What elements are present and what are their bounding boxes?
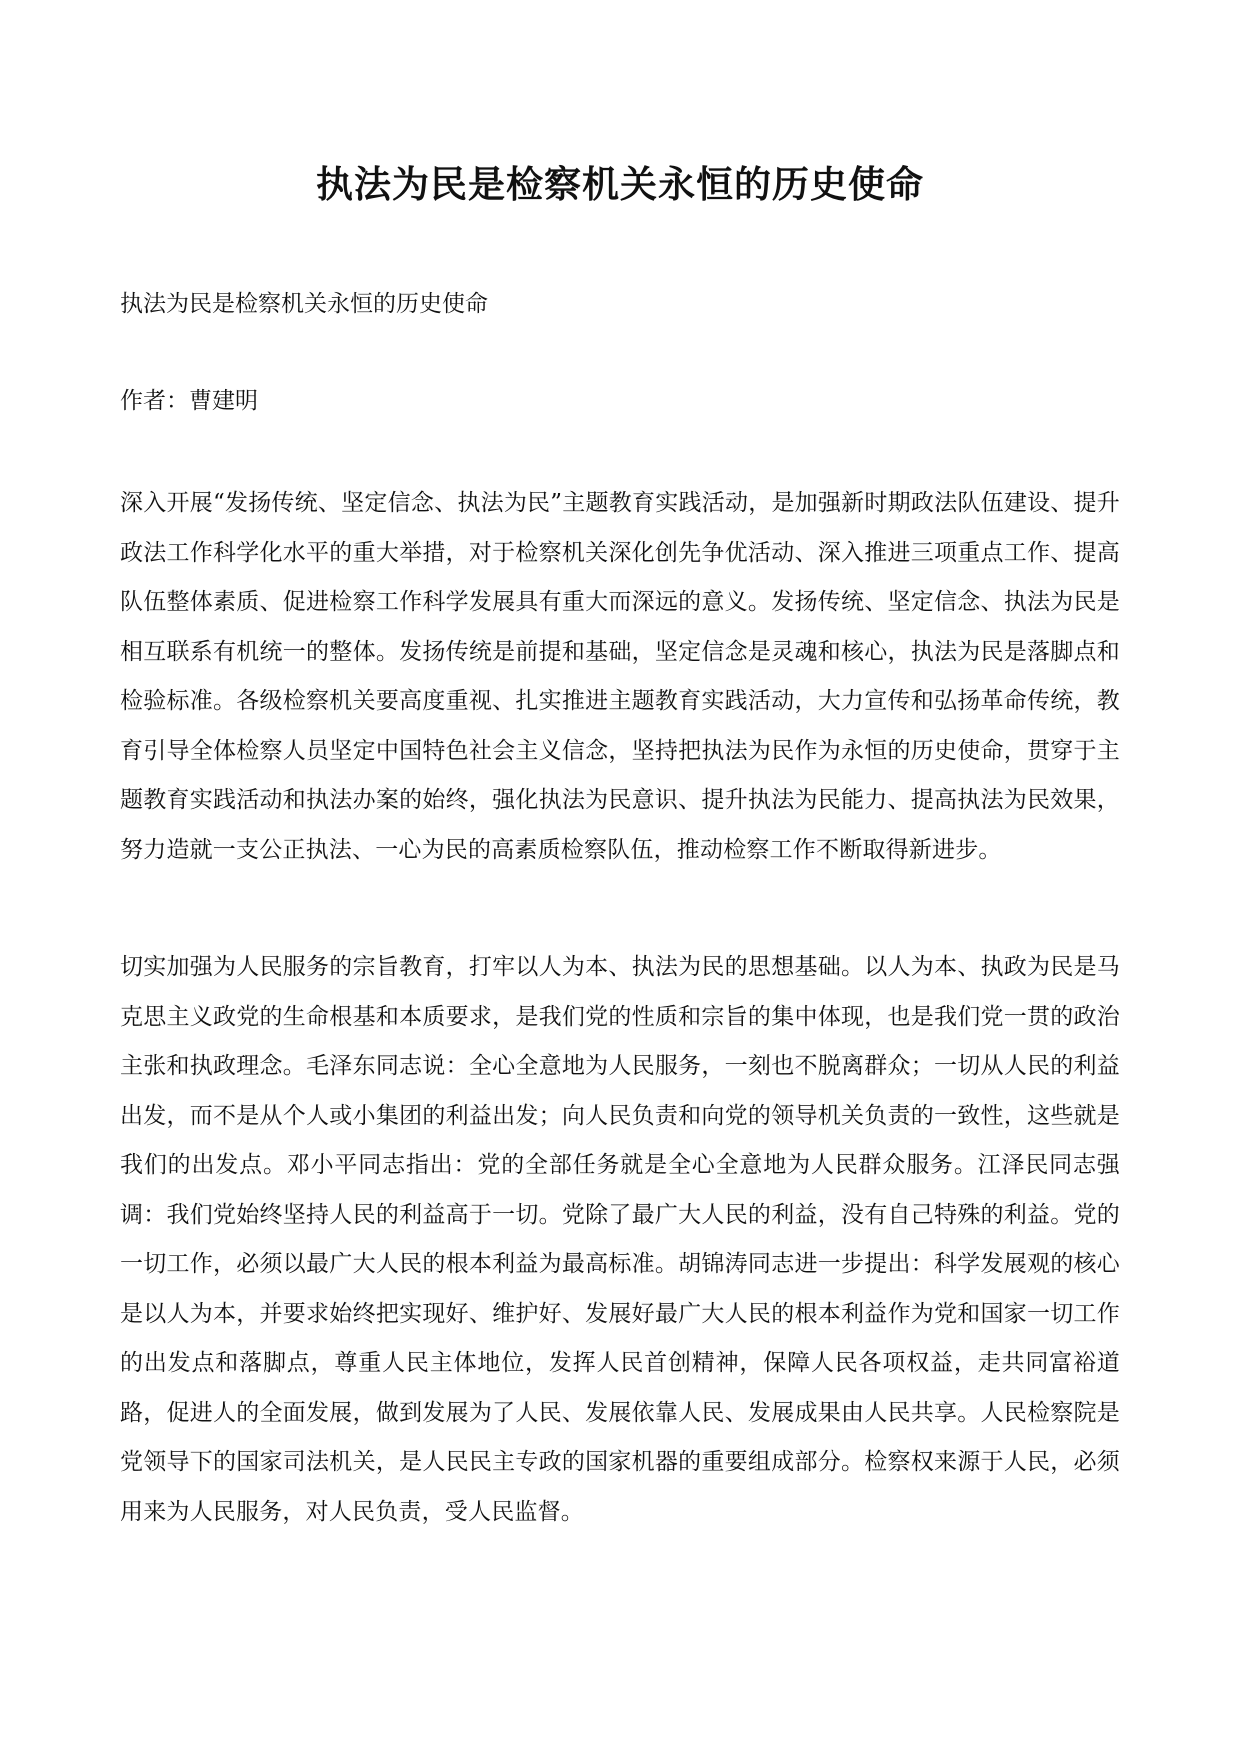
- document-subtitle: 执法为民是检察机关永恒的历史使命: [120, 291, 488, 317]
- author-line: 作者：曹建明: [120, 388, 258, 414]
- document-title: 执法为民是检察机关永恒的历史使命: [316, 163, 924, 206]
- body-paragraph: 切实加强为人民服务的宗旨教育，打牢以人为本、执法为民的思想基础。以人为本、执政为民是马克思主义政党的生命根基和本质要求，是我们党的性质和宗旨的集中体现，也是我们党一贯的政治主张和执政理念。毛泽东同志说：全心全意地为人民服务，一刻也不脱离群众；一切从人民的利益出发，而不是从个人或小集团的利益出发；向人民负责和向党的领导机关负责的一致性，这些就是我们的出发点。邓小平同志指出：党的全部任务就是全心全意地为人民群众服务。江泽民同志强调：我们党始终坚持人民的利益高于一切。党除了最广大人民的利益，没有自己特殊的利益。党的一切工作，必须以最广大人民的根本利益为最高标准。胡锦涛同志进一步提出：科学发展观的核心是以人为本，并要求始终把实现好、维护好、发展好最广大人民的根本利益作为党和国家一切工作的出发点和落脚点，尊重人民主体地位，发挥人民首创精神，保障人民各项权益，走共同富裕道路，促进人的全面发展，做到发展为了人民、发展依靠人民、发展成果由人民共享。人民检察院是党领导下的国家司法机关，是人民民主专政的国家机器的重要组成部分。检察权来源于人民，必须用来为人民服务，对人民负责，受人民监督。: [120, 954, 1120, 1525]
- body-paragraph: 深入开展“发扬传统、坚定信念、执法为民”主题教育实践活动，是加强新时期政法队伍建设、提升政法工作科学化水平的重大举措，对于检察机关深化创先争优活动、深入推进三项重点工作、提高队伍整体素质、促进检察工作科学发展具有重大而深远的意义。发扬传统、坚定信念、执法为民是相互联系有机统一的整体。发扬传统是前提和基础，坚定信念是灵魂和核心，执法为民是落脚点和检验标准。各级检察机关要高度重视、扎实推进主题教育实践活动，大力宣传和弘扬革命传统，教育引导全体检察人员坚定中国特色社会主义信念，坚持把执法为民作为永恒的历史使命，贯穿于主题教育实践活动和执法办案的始终，强化执法为民意识、提升执法为民能力、提高执法为民效果，努力造就一支公正执法、一心为民的高素质检察队伍，推动检察工作不断取得新进步。: [120, 490, 1120, 863]
